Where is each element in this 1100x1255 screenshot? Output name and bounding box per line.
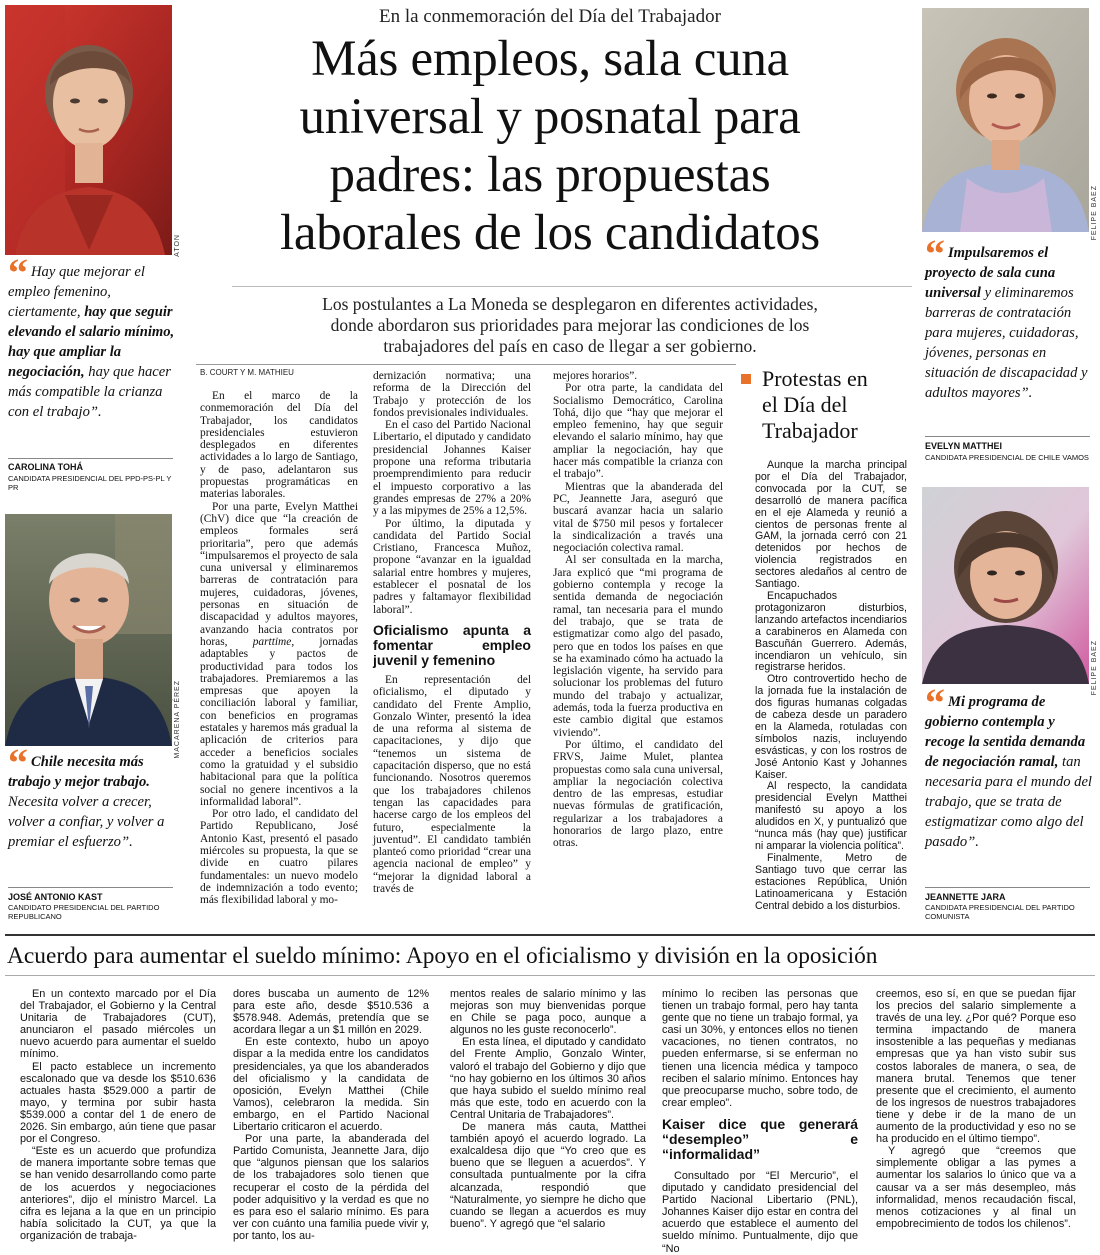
photo-credit: MACARENA PÉREZ: [174, 680, 181, 759]
photo-evelyn-matthei: [922, 8, 1089, 232]
quote-toha: “ Hay que mejorar el empleo femenino, ciertamente, hay que seguir elevando el salario mínimo, hay que ampliar la negociación, hay que hacer más compatible la crianza con el trabajo”.: [8, 250, 175, 420]
photo-credit: FELIPE BAEZ: [1091, 640, 1098, 696]
paragraph: En un contexto marcado por el Día del Trabajador, el Gobierno y la Central Unitaria de Trabajadores (CUT), anunciaron el pasado miércoles un nuevo acuerdo para aumentar el sueldo mínimo.: [20, 988, 216, 1061]
quote-name: CAROLINA TOHÁ: [8, 462, 83, 472]
photo-jeannette-jara: [922, 487, 1089, 684]
sidebar-title: [762, 366, 912, 444]
second-column-1: [20, 988, 216, 1242]
quote-name: EVELYN MATTHEI: [925, 441, 1003, 451]
paragraph: Por último, la diputada y candidata del Partido Social Cristiano, Francesca Muñoz, propone “avanzar en la igualdad salarial entre hombres y mujeres, establecer el posnatal de los padres y faltamayor flexibilidad laboral”.: [373, 517, 531, 616]
paragraph: dernización normativa; una reforma de la Dirección del Trabajo y protección de los fondos previsionales individuales.: [373, 370, 531, 419]
quote-matthei: “ Impulsaremos el proyecto de sala cuna universal y eliminaremos barreras de contratación para mujeres, cuidadoras, jóvenes, personas en situación de discapacidad y adultos mayores”.: [925, 231, 1088, 401]
paragraph: Consultado por “El Mercurio”, el diputado y candidato presidencial del Partido Nacional Libertario (PNL), Johannes Kaiser dijo estar en contra del acuerdo que establece el aumento del sueldo mínimo. Puntualmente, dijo que “No: [662, 1169, 858, 1255]
paragraph: En este contexto, hubo un apoyo dispar a la medida entre los candidatos presidenciales, ya que los abanderados del oficialismo y la candidata de oposición, Evelyn Matthei (Chile Vamos), celebraron la medida. Sin embargo, en el Partido Nacional Libertario criticaron el acuerdo.: [233, 1036, 429, 1134]
photo-jose-antonio-kast: [5, 514, 172, 746]
paragraph: El pacto establece un incremento escalonado que va desde los $510.636 actuales hasta $529.000 a partir de mayo, y termina por subir hasta $539.000 a contar del 1 de enero de 2026. Sin embargo, aún tiene que pasar por el Congreso.: [20, 1060, 216, 1146]
paragraph: Por otro lado, el candidato del Partido Republicano, José Antonio Kast, presentó el pasado miércoles su propuesta, la que se divide en cuatro pilares fundamentales: un nuevo modelo de indemnización a todo evento; más flexibilidad laboral y mo-: [200, 808, 358, 907]
quote-mark-icon: “: [8, 250, 28, 295]
quote-rule: [8, 887, 173, 888]
second-column-4: [662, 988, 858, 1255]
paragraph: mentos reales de salario mínimo y las mejoras son muy bienvenidas porque en Chile se paga poco, aunque a algunos no les guste reconocerlo”.: [450, 988, 646, 1037]
paragraph: “Este es un acuerdo que profundiza de manera importante sobre temas que se han venido desarrollando como parte de los acuerdos y negociaciones anteriores”, dijo el ministro Marcel. La cifra es lejana a la que en un principio había solicitado la CUT, ya que la organización de trabaja-: [20, 1145, 216, 1242]
second-column-2: [233, 988, 429, 1242]
paragraph: Y agregó que “creemos que simplemente obligar a las pymes a aumentar los salarios lo único que va a causar va a ser más desempleo, más informalidad, menos recaudación fiscal, menos cotizaciones y al final un empobrecimiento de todos los chilenos”.: [876, 1145, 1076, 1230]
paragraph: Encapuchados protagonizaron disturbios, lanzando artefactos incendiarios a carabineros en Alameda con Bascuñán Guerrero. Además, incendiaron un vehículo, sin registrarse heridos.: [755, 589, 907, 674]
quote-jara: “ Mi programa de gobierno contempla y recoge la sentida demanda de negociación ramal, tan necesaria para el mundo del trabajo, que se trata de estigmatizar como algo del pasado”.: [925, 680, 1092, 850]
sidebar-title-line: el Día del: [762, 392, 848, 417]
article-column-1: [200, 390, 358, 906]
section-divider: [5, 934, 1095, 936]
sidebar-marker: [741, 374, 751, 384]
paragraph: Por último, el candidato del FRVS, Jaime Mulet, plantea propuestas como sala cuna universal, ampliar la negociación colectiva dentro de las empresas, estudiar nuevas fórmulas de gratificación, regularizar a los trabajadores a honorarios de largo plazo, entre otras.: [553, 738, 723, 850]
sidebar-title-line: Protestas en: [762, 366, 868, 391]
paragraph: Al respecto, la candidata presidencial Evelyn Matthei manifestó su apoyo a los aludidos en X, y puntualizó que “nunca más (hay que) justificar ni amparar la violencia política”.: [755, 780, 907, 852]
headline-line: padres: las propuestas: [329, 147, 771, 203]
paragraph: Aunque la marcha principal por el Día del Trabajador, convocada por la CUT, se desarrolló de manera pacífica en el eje Alameda y reunió a cientos de personas frente al GAM, la jornada cerró con 21 detenidos por hechos de violencia registrados en sectores aledaños al centro de Santiago.: [755, 459, 907, 591]
paragraph: Por una parte, Evelyn Matthei (ChV) dice que “la creación de empleos formales será prioritaria”, pero que además “impulsaremos el proyecto de sala cuna universal y eliminaremos barreras de contratación para mujeres, cuidadoras, jóvenes, personas en situación de discapacidad y adultos mayores, avanzando hacia contratos por horas, parttime, jornadas adaptables y pactos de productividad para todos los trabajadores. Premiaremos a las empresas que apoyen la conciliación laboral y familiar, con beneficios en programas estatales y haremos más gradual la aplicación de criterios para acceder a beneficios sociales como la gratuidad y el subsidio habitacional para que la política social no genere incentivos a la informalidad laboral”.: [200, 500, 358, 808]
paragraph: De manera más cauta, Matthei también apoyó el acuerdo logrado. La exalcaldesa dijo que “Yo creo que es bueno que se lleguen a acuerdos”. Y consultada puntualmente por la cifra alcanzada, respondió que “Naturalmente, yo siempre he dicho que cuando se llegan a acuerdos es muy bueno”. Y agregó que “el salario: [450, 1121, 646, 1230]
byline: B. COURT Y M. MATHIEU: [200, 368, 294, 377]
deck: [230, 294, 910, 357]
sidebar-body: [755, 460, 907, 912]
second-column-3: [450, 988, 646, 1230]
deck-line: Los postulantes a La Moneda se desplegaron en diferentes actividades,: [322, 294, 818, 314]
quote-role: CANDIDATO PRESIDENCIAL DEL PARTIDO REPUBLICANO: [8, 903, 160, 921]
paragraph: Por otra parte, la candidata del Socialismo Democrático, Carolina Tohá, dijo que “hay que mejorar el empleo femenino, hay que seguir elevando el salario mínimo, hay que ampliar la negociación, hay que hacer más compatible la crianza con el trabajo”.: [553, 382, 723, 481]
photo-credit: ATON: [174, 234, 181, 257]
quote-role: CANDIDATA PRESIDENCIAL DE CHILE VAMOS: [925, 453, 1089, 462]
paragraph: Finalmente, Metro de Santiago tuvo que cerrar las estaciones República, Unión Latinoamericana y Estación Central debido a los disturbios.: [755, 851, 907, 912]
headline-line: laborales de los candidatos: [280, 205, 820, 261]
quote-rule: [8, 458, 173, 459]
paragraph: creemos, eso sí, en que se puedan fijar los precios del salario simplemente a través de una ley. ¿Por qué? Porque eso termina impactando de manera insostenible a las pequeñas y medianas empresas que ya han visto subir sus costos laborales de manera, o sea, de manera brutal. Tenemos que tener presente que el crecimiento, el aumento de los ingresos de nuestros trabajadores tiene y debe ir de la mano de un aumento de la productividad y eso no se ha producido en el último tiempo”.: [876, 988, 1076, 1146]
subheading: Oficialismo apunta a fomentar empleo juvenil y femenino: [373, 621, 531, 668]
kicker: En la conmemoración del Día del Trabajador: [379, 6, 721, 27]
paragraph: En representación del oficialismo, el diputado y candidato del Frente Amplio, Gonzalo Winter, presentó la idea de una reforma al sistema de capacitaciones, y dijo que “tenemos un sistema de capacitación disperso, que no está funcionando. Nosotros queremos que los trabajadores chilenos tengan las capacidades para hacerse cargo de los empleos del futuro, especialmente la juventud”. El candidato también planteó como prioridad “crear una agencia nacional de empleo” y “mejorar la dignidad laboral a través de: [373, 673, 531, 895]
paragraph: En el caso del Partido Nacional Libertario, el diputado y candidato presidencial Johannes Kaiser propone una reforma tributaria proemprendimiento para reducir el impuesto corporativo a las grandes empresas de 27% a 20% y a las mipymes de 25% a 12,5%.: [373, 419, 531, 518]
article-column-3: [553, 370, 723, 850]
quote-rule: [925, 887, 1090, 888]
quote-name: JOSÉ ANTONIO KAST: [8, 892, 103, 902]
quote-role: CANDIDATA PRESIDENCIAL DEL PPD-PS-PL Y PR: [8, 474, 172, 492]
second-headline: Acuerdo para aumentar el sueldo mínimo: Apoyo en el oficialismo y división en la oposición: [7, 943, 878, 969]
headline-line: universal y posnatal para: [299, 89, 801, 145]
paragraph: mejores horarios”.: [553, 370, 638, 382]
sidebar-title-line: Trabajador: [762, 418, 858, 443]
headline: [195, 30, 905, 262]
paragraph: Al ser consultada en la marcha, Jara explicó que “mi programa de gobierno contempla y recoge la sentida demanda de negociación ramal, tan necesaria para el mundo del trabajo, que se trata de estigmatizar como algo del pasado, pero que en todos los países en que se ha examinado cómo ha actuado la legislación vigente, ha servido para solucionar los problemas del futuro mundo del trabajo y actualizar, además, toda la fuerza productiva en este cambio digital que estamos viviendo”.: [553, 554, 723, 739]
deck-top-rule: [232, 286, 912, 287]
headline-line: Más empleos, sala cuna: [311, 31, 789, 87]
quote-rule: [925, 436, 1090, 437]
paragraph: Por una parte, la abanderada del Partido Comunista, Jeannette Jara, dijo que “algunos piensan que los salarios de los trabajadores solo tienen que recuperar el costo de la pérdida del poder adquisitivo y la verdad es que no es para eso el salario mínimo. Es para ver con cuánto una familia puede vivir y, por tanto, los au-: [233, 1133, 429, 1242]
quote-role: CANDIDATA PRESIDENCIAL DEL PARTIDO COMUNISTA: [925, 903, 1075, 921]
paragraph: Mientras que la abanderada del PC, Jeannette Jara, aseguró que buscará avanzar hacia un salario vital de $750 mil pesos y fortalecer la sindicalización a través una negociación colectiva ramal.: [553, 480, 723, 555]
article-column-2: [373, 370, 531, 895]
deck-line: donde abordaron sus prioridades para mejorar las condiciones de los: [330, 315, 810, 335]
second-headline-rule: [5, 975, 1095, 976]
deck-line: trabajadores del país en caso de llegar a ser gobierno.: [383, 336, 757, 356]
paragraph: dores buscaba un aumento de 12% para este año, desde $510.536 a $578.948. Además, pretendía que se acordara llegar a un $1 millón en 2029.: [233, 988, 429, 1037]
paragraph: En esta línea, el diputado y candidato del Frente Amplio, Gonzalo Winter, valoró el trabajo del Gobierno y dijo que “no hay gobierno en los últimos 30 años que haya subido el sueldo mínimo real más que este, todo en acuerdo con la Central Unitaria de Trabajadores”.: [450, 1036, 646, 1121]
photo-carolina-toha: [5, 5, 172, 255]
paragraph: mínimo lo reciben las personas que tienen un trabajo formal, pero hay tanta gente que no tiene un trabajo formal, ya casi un 30%, y entonces ellos no tienen vacaciones, no tienen contratos, no pueden enfermarse, si se enferman no tienen una licencia médica y tampoco reciben el salario mínimo. Entonces hay que preocuparse mucho, sobre todo, de crear empleo”.: [662, 988, 858, 1109]
byline-rule: [196, 364, 736, 365]
paragraph: En el marco de la conmemoración del Día del Trabajador, los candidatos presidenciales estuvieron desplegados en diferentes actividades a lo largo de Santiago, y de paso, adelantaron sus propuestas programáticas en materias laborales.: [200, 390, 358, 501]
quote-kast: “ Chile necesita más trabajo y mejor trabajo. Necesita volver a crecer, volver a confiar, y volver a premiar el esfuerzo”.: [8, 740, 165, 850]
subheading: Kaiser dice que generará “desempleo” e “informalidad”: [662, 1115, 858, 1162]
quote-mark-icon: “: [925, 231, 945, 276]
quote-mark-icon: “: [8, 740, 28, 785]
photo-credit: FELIPE BAEZ: [1091, 185, 1098, 241]
quote-mark-icon: “: [925, 680, 945, 725]
quote-name: JEANNETTE JARA: [925, 892, 1006, 902]
paragraph: Otro controvertido hecho de la jornada fue la instalación de dos figuras humanas colgadas de cabeza desde un paradero en la Alameda, rotuladas con símbolos nazis, incluyendo esvásticas, y con los rostros de José Antonio Kast y Johannes Kaiser.: [755, 673, 907, 781]
second-column-5: [876, 988, 1076, 1230]
